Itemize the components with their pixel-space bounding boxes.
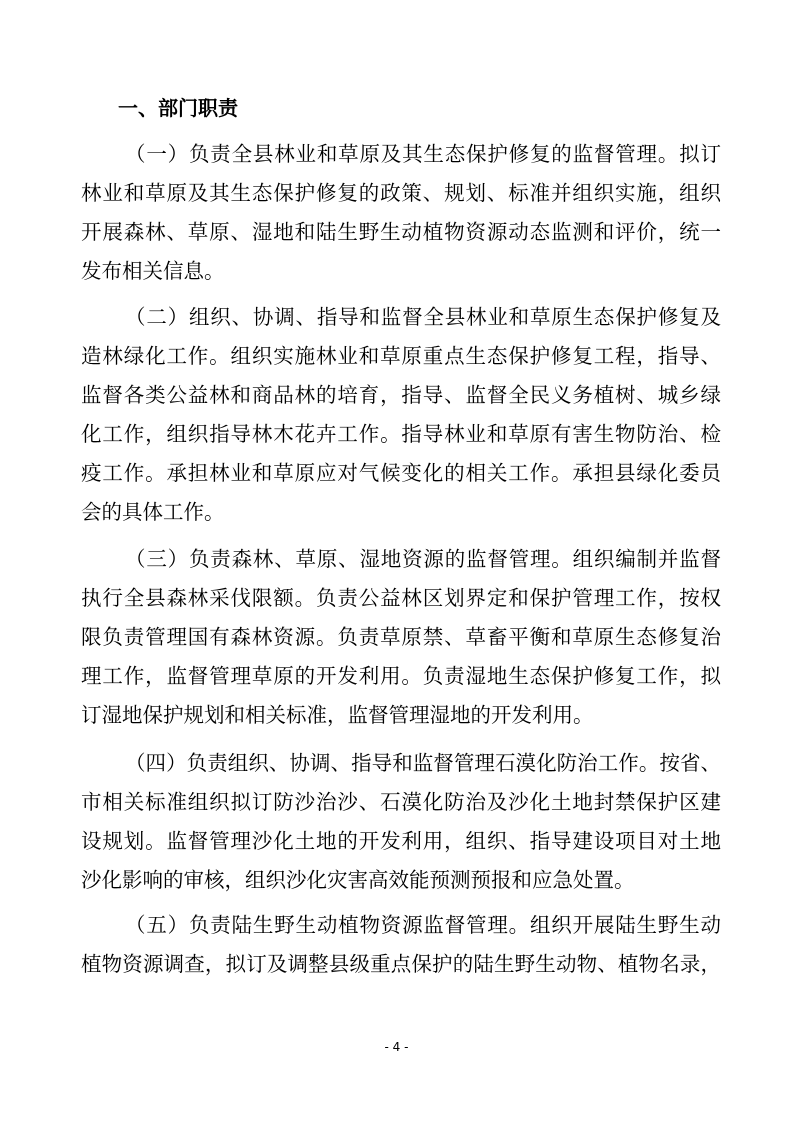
paragraph-5 xyxy=(81,906,721,984)
paragraph-line: 沙化影响的审核，组织沙化灾害高效能预测预报和应急处置。 xyxy=(81,868,635,892)
paragraph-line: 植物资源调查，拟订及调整县级重点保护的陆生野生动物、植物名录， xyxy=(81,952,721,976)
paragraph-line: 造林绿化工作。组织实施林业和草原重点生态保护修复工程，指导、 xyxy=(81,344,721,368)
paragraph-2 xyxy=(81,298,721,532)
paragraph-line: 限负责管理国有森林资源。负责草原禁、草畜平衡和草原生态修复治 xyxy=(81,625,721,649)
paragraph-line: 理工作，监督管理草原的开发利用。负责湿地生态保护修复工作，拟 xyxy=(81,664,721,688)
paragraph-line: 监督各类公益林和商品林的培育，指导、监督全民义务植树、城乡绿 xyxy=(81,383,721,407)
paragraph-line: 疫工作。承担林业和草原应对气候变化的相关工作。承担县绿化委员 xyxy=(81,461,721,485)
paragraph-line: 发布相关信息。 xyxy=(81,259,225,283)
paragraph-line: 化工作，组织指导林木花卉工作。指导林业和草原有害生物防治、检 xyxy=(81,422,721,446)
paragraph-line: 订湿地保护规划和相关标准，监督管理湿地的开发利用。 xyxy=(81,703,594,727)
paragraph-4 xyxy=(81,744,721,900)
paragraph-line: （一）负责全县林业和草原及其生态保护修复的监督管理。拟订 xyxy=(125,142,721,166)
paragraph-3 xyxy=(81,540,721,735)
section-heading: 一、部门职责 xyxy=(118,96,238,120)
paragraph-line: 执行全县森林采伐限额。负责公益林区划界定和保护管理工作，按权 xyxy=(81,586,721,610)
paragraph-line: （五）负责陆生野生动植物资源监督管理。组织开展陆生野生动 xyxy=(125,913,721,937)
paragraph-line: 会的具体工作。 xyxy=(81,500,225,524)
paragraph-line: 开展森林、草原、湿地和陆生野生动植物资源动态监测和评价，统一 xyxy=(81,220,721,244)
paragraph-line: 设规划。监督管理沙化土地的开发利用，组织、指导建设项目对土地 xyxy=(81,829,721,853)
paragraph-1 xyxy=(81,135,721,291)
paragraph-line: （三）负责森林、草原、湿地资源的监督管理。组织编制并监督 xyxy=(125,547,721,571)
paragraph-line: （四）负责组织、协调、指导和监督管理石漠化防治工作。按省、 xyxy=(125,751,721,775)
page-number: - 4 - xyxy=(384,1040,409,1054)
paragraph-line: （二）组织、协调、指导和监督全县林业和草原生态保护修复及 xyxy=(125,305,721,329)
paragraph-line: 林业和草原及其生态保护修复的政策、规划、标准并组织实施，组织 xyxy=(81,181,721,205)
paragraph-line: 市相关标准组织拟订防沙治沙、石漠化防治及沙化土地封禁保护区建 xyxy=(81,790,721,814)
